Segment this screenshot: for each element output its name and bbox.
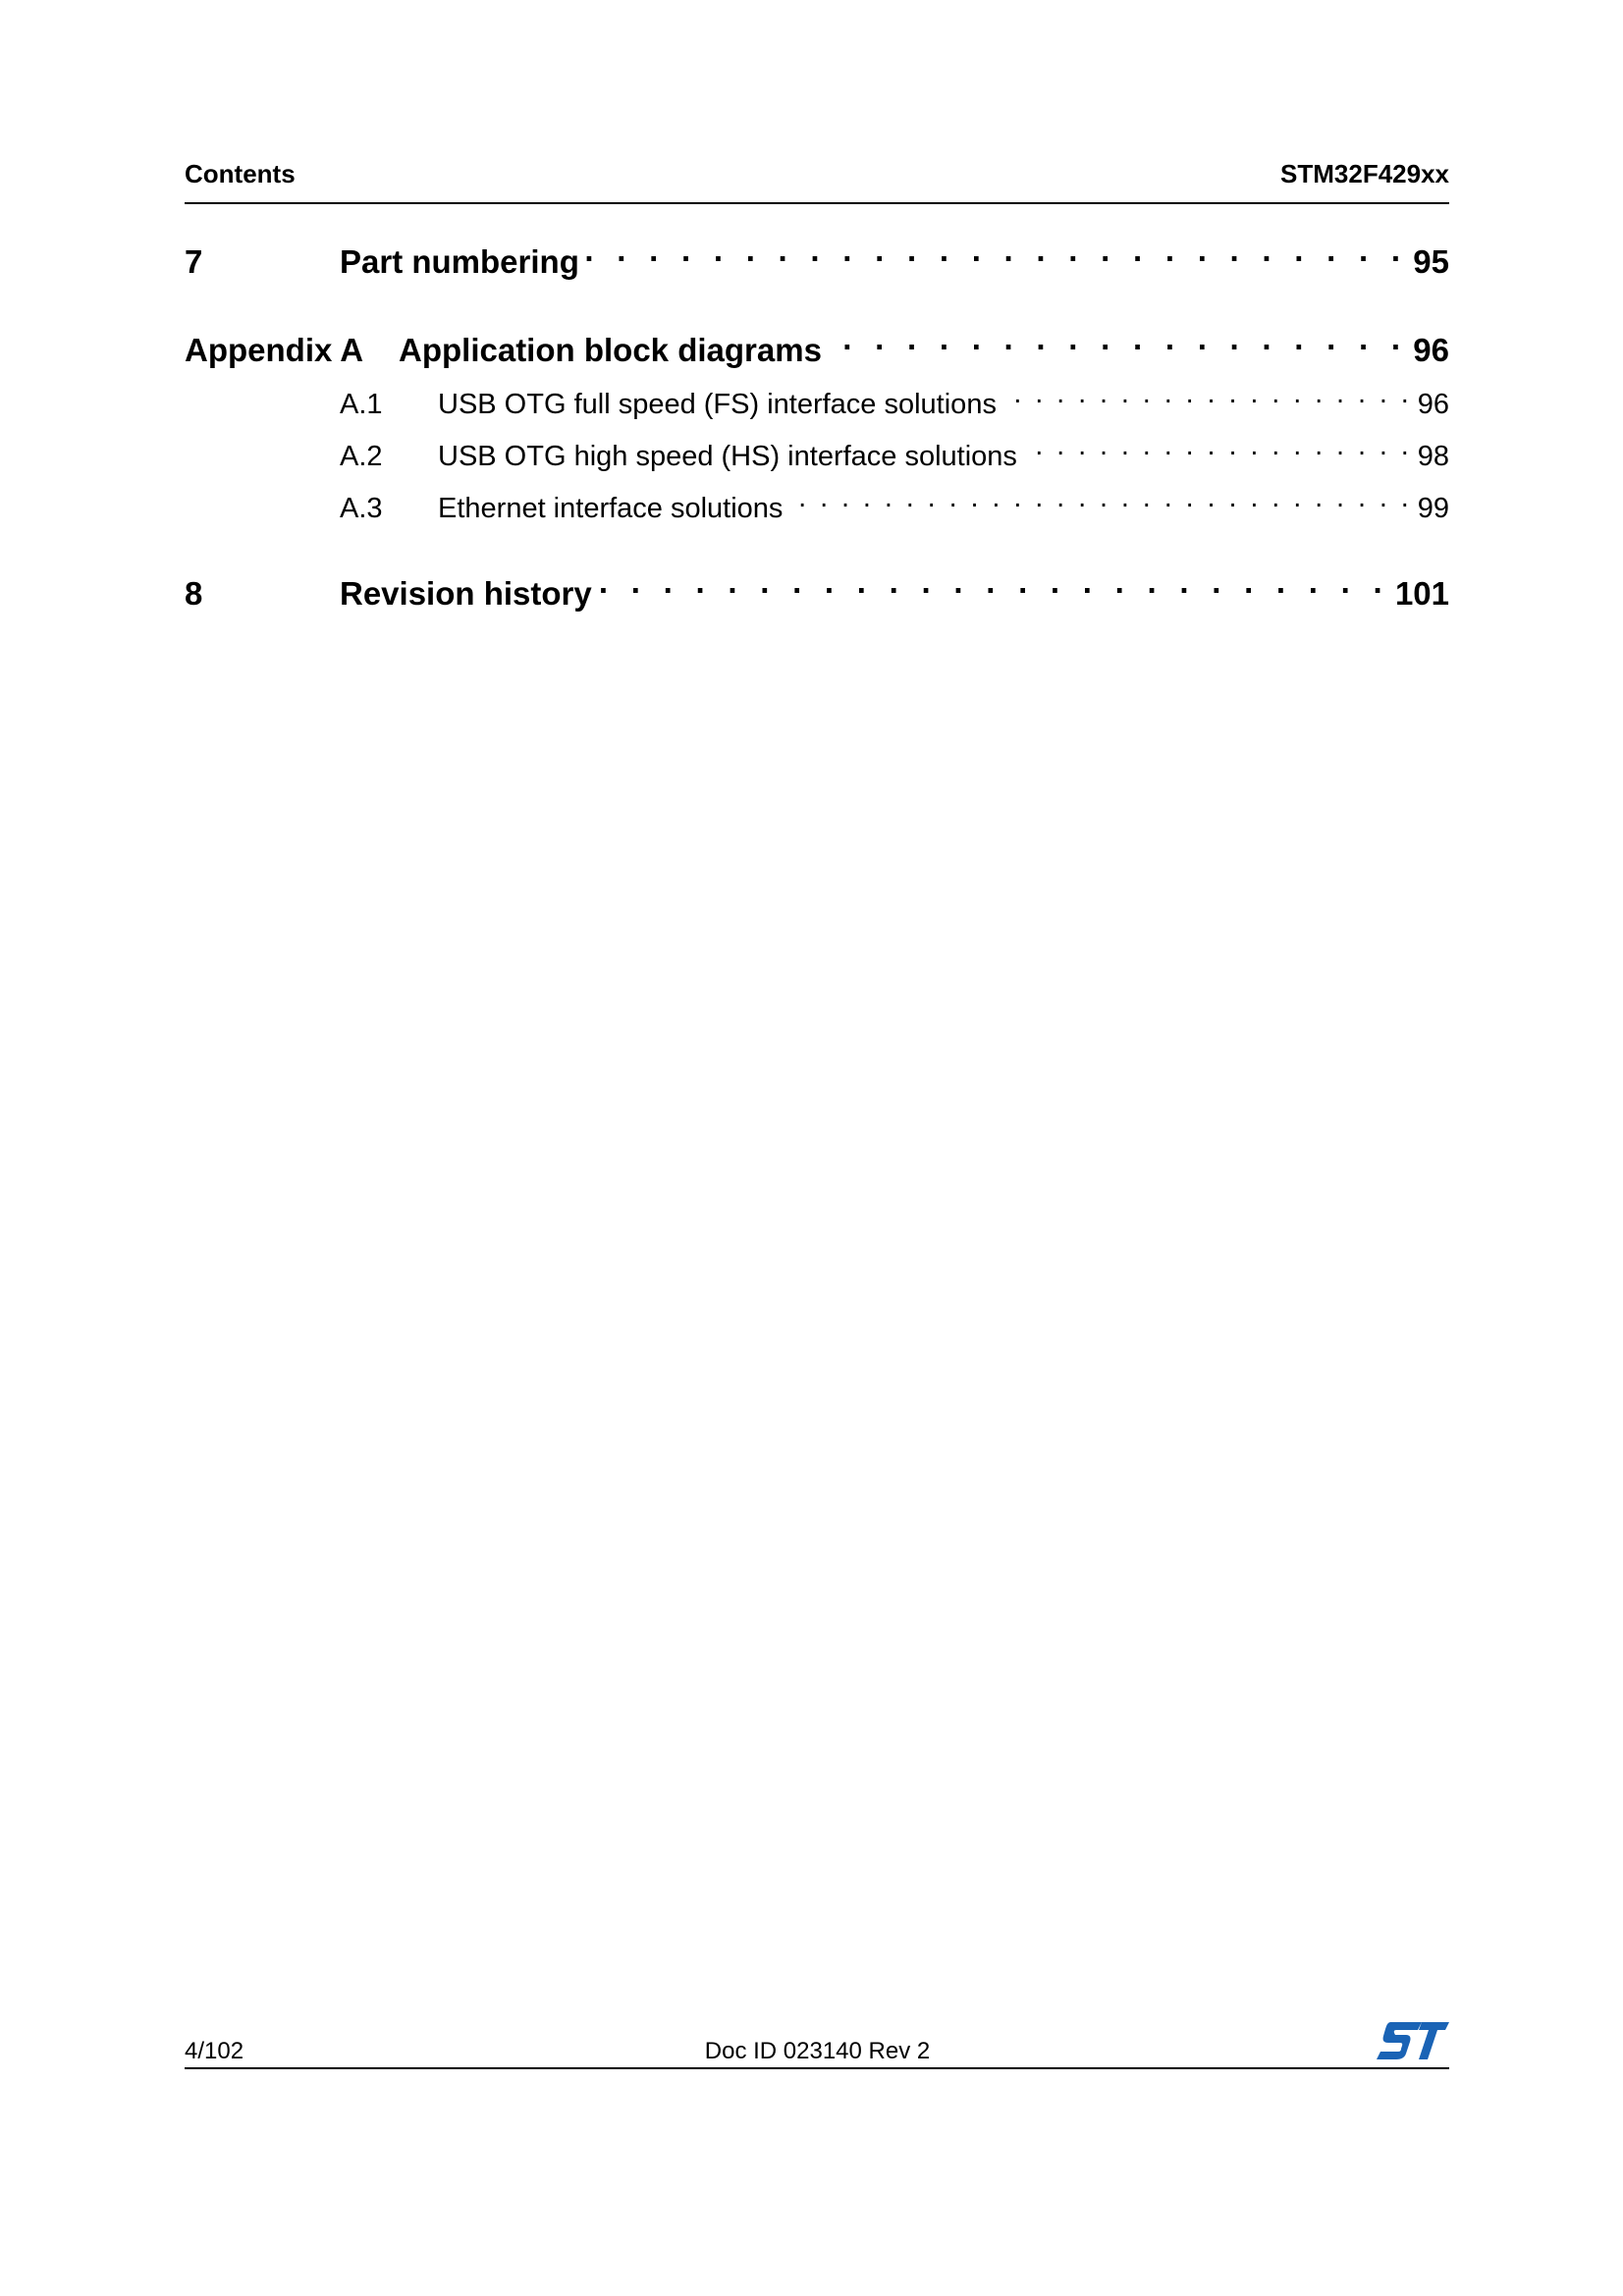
document-title: STM32F429xx	[1280, 159, 1449, 188]
toc-entry-number: 7	[185, 243, 203, 280]
dot-leader	[598, 572, 1389, 605]
toc-entry-usb-otg-hs[interactable]	[185, 437, 1449, 473]
toc-entry-page: 96	[1413, 332, 1449, 368]
toc-entry-page: 95	[1413, 243, 1449, 280]
toc-entry-title: USB OTG high speed (HS) interface solutions	[438, 441, 1017, 472]
dot-leader	[585, 240, 1407, 273]
footer-divider	[185, 2067, 1449, 2069]
dot-leader	[788, 489, 1411, 517]
toc-entry-number: 8	[185, 575, 203, 612]
toc-entry-page: 96	[1417, 389, 1449, 420]
toc-entry-ethernet-interface[interactable]	[185, 489, 1449, 525]
page-indicator: 4/102	[185, 2038, 244, 2064]
header-divider	[185, 202, 1449, 204]
section-label: Contents	[185, 159, 296, 188]
toc-entry-number: A.3	[340, 493, 383, 524]
toc-entry-usb-otg-fs[interactable]	[185, 385, 1449, 421]
toc-entry-title: Ethernet interface solutions	[438, 493, 784, 524]
toc-entry-part-numbering[interactable]	[185, 240, 1449, 281]
toc-entry-revision-history[interactable]	[185, 572, 1449, 613]
toc-entry-title: Part numbering	[340, 243, 579, 280]
doc-id-text: Doc ID 023140 Rev 2	[704, 2038, 931, 2064]
toc-entry-page: 99	[1417, 493, 1449, 524]
toc-entry-application-block-diagrams[interactable]	[185, 329, 1449, 369]
page-header	[185, 159, 1449, 194]
dot-leader	[828, 329, 1407, 361]
st-logo-icon	[1377, 2020, 1449, 2061]
toc-entry-number: A.2	[340, 441, 383, 472]
toc-entry-page: 101	[1394, 575, 1449, 612]
toc-entry-number: Appendix A	[185, 332, 364, 368]
toc-entry-title: USB OTG full speed (FS) interface solutions	[438, 389, 997, 420]
toc-entry-page: 98	[1417, 441, 1449, 472]
dot-leader	[1002, 385, 1412, 413]
toc-entry-title: Application block diagrams	[399, 332, 822, 368]
toc-entry-title: Revision history	[340, 575, 592, 612]
toc-entry-number: A.1	[340, 389, 383, 420]
dot-leader	[1023, 437, 1412, 465]
